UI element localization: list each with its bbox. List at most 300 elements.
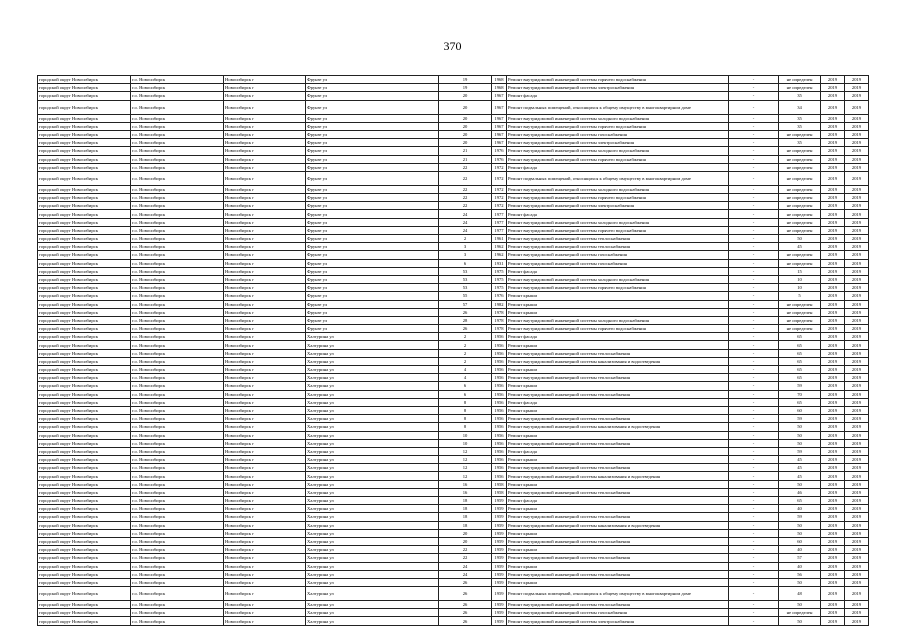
district-cell: г.о. Новосибирск <box>131 341 224 349</box>
page-number: 370 <box>443 39 462 53</box>
work-type-cell: Ремонт крыши <box>507 529 729 537</box>
year-built-cell: 1959 <box>492 497 507 505</box>
year-built-cell: 1982 <box>492 300 507 308</box>
year-start-cell: 2019 <box>821 300 845 308</box>
municipality-cell: городской округ Новосибирск <box>38 243 131 251</box>
house-number-cell: 20 <box>439 122 492 130</box>
city-cell: Новосибирск г <box>224 292 306 300</box>
house-number-cell: 53 <box>439 284 492 292</box>
district-cell: г.о. Новосибирск <box>131 349 224 357</box>
work-type-cell: Ремонт крыши <box>507 406 729 414</box>
dash-cell: - <box>729 464 779 472</box>
street-cell: Фрунзе ул <box>306 185 439 193</box>
work-type-cell: Ремонт фасада <box>507 398 729 406</box>
house-number-cell: 6 <box>439 382 492 390</box>
house-number-cell: 20 <box>439 92 492 100</box>
municipality-cell: городской округ Новосибирск <box>38 431 131 439</box>
year-start-cell: 2019 <box>821 374 845 382</box>
district-cell: г.о. Новосибирск <box>131 226 224 234</box>
work-type-cell: Ремонт крыши <box>507 480 729 488</box>
year-start-cell: 2019 <box>821 617 845 625</box>
district-cell: г.о. Новосибирск <box>131 275 224 283</box>
year-end-cell: 2019 <box>845 431 869 439</box>
year-end-cell: 2019 <box>845 423 869 431</box>
table-row <box>38 570 869 578</box>
table-row <box>38 529 869 537</box>
wear-cell: 40 <box>779 505 821 513</box>
city-cell: Новосибирск г <box>224 202 306 210</box>
city-cell: Новосибирск г <box>224 139 306 147</box>
street-cell: Халтурина ул <box>306 406 439 414</box>
dash-cell: - <box>729 456 779 464</box>
city-cell: Новосибирск г <box>224 570 306 578</box>
city-cell: Новосибирск г <box>224 76 306 84</box>
district-cell: г.о. Новосибирск <box>131 202 224 210</box>
street-cell: Фрунзе ул <box>306 122 439 130</box>
work-type-cell: Ремонт внутридомовой инженерной системы газоснабжения <box>507 259 729 267</box>
year-start-cell: 2019 <box>821 447 845 455</box>
year-start-cell: 2019 <box>821 423 845 431</box>
year-start-cell: 2019 <box>821 333 845 341</box>
municipality-cell: городской округ Новосибирск <box>38 114 131 122</box>
wear-cell: не определен <box>779 185 821 193</box>
work-type-cell: Ремонт внутридомовой инженерной системы горячего водоснабжения <box>507 284 729 292</box>
year-start-cell: 2019 <box>821 609 845 617</box>
wear-cell: 65 <box>779 349 821 357</box>
district-cell: г.о. Новосибирск <box>131 398 224 406</box>
municipality-cell: городской округ Новосибирск <box>38 439 131 447</box>
year-start-cell: 2019 <box>821 251 845 259</box>
city-cell: Новосибирск г <box>224 243 306 251</box>
street-cell: Халтурина ул <box>306 488 439 496</box>
table-row <box>38 537 869 545</box>
municipality-cell: городской округ Новосибирск <box>38 415 131 423</box>
district-cell: г.о. Новосибирск <box>131 390 224 398</box>
table-row <box>38 243 869 251</box>
dash-cell: - <box>729 76 779 84</box>
house-number-cell: 22 <box>439 202 492 210</box>
year-start-cell: 2019 <box>821 284 845 292</box>
year-built-cell: 1931 <box>492 259 507 267</box>
year-end-cell: 2019 <box>845 554 869 562</box>
work-type-cell: Ремонт фасада <box>507 163 729 171</box>
dash-cell: - <box>729 259 779 267</box>
city-cell: Новосибирск г <box>224 447 306 455</box>
work-type-cell: Ремонт внутридомовой инженерной системы горячего водоснабжения <box>507 155 729 163</box>
house-number-cell: 26 <box>439 578 492 586</box>
city-cell: Новосибирск г <box>224 122 306 130</box>
house-number-cell: 26 <box>439 601 492 609</box>
dash-cell: - <box>729 546 779 554</box>
district-cell: г.о. Новосибирск <box>131 578 224 586</box>
year-end-cell: 2019 <box>845 513 869 521</box>
table-row <box>38 456 869 464</box>
house-number-cell: 26 <box>439 617 492 625</box>
street-cell: Халтурина ул <box>306 554 439 562</box>
work-type-cell: Ремонт крыши <box>507 456 729 464</box>
wear-cell: не определен <box>779 300 821 308</box>
year-start-cell: 2019 <box>821 92 845 100</box>
house-number-cell: 24 <box>439 218 492 226</box>
wear-cell: не определен <box>779 171 821 185</box>
year-end-cell: 2019 <box>845 251 869 259</box>
house-number-cell: 6 <box>439 390 492 398</box>
district-cell: г.о. Новосибирск <box>131 308 224 316</box>
dash-cell: - <box>729 357 779 365</box>
year-end-cell: 2019 <box>845 601 869 609</box>
wear-cell: 65 <box>779 366 821 374</box>
year-end-cell: 2019 <box>845 562 869 570</box>
table-row <box>38 100 869 114</box>
municipality-cell: городской округ Новосибирск <box>38 194 131 202</box>
wear-cell: 34 <box>779 100 821 114</box>
district-cell: г.о. Новосибирск <box>131 163 224 171</box>
year-end-cell: 2019 <box>845 292 869 300</box>
house-number-cell: 55 <box>439 292 492 300</box>
dash-cell: - <box>729 275 779 283</box>
street-cell: Фрунзе ул <box>306 292 439 300</box>
table-row <box>38 546 869 554</box>
work-type-cell: Ремонт внутридомовой инженерной системы теплоснабжения <box>507 415 729 423</box>
work-type-cell: Ремонт внутридомовой инженерной системы холодного водоснабжения <box>507 185 729 193</box>
work-type-cell: Ремонт внутридомовой инженерной системы теплоснабжения <box>507 488 729 496</box>
house-number-cell: 20 <box>439 114 492 122</box>
wear-cell: 40 <box>779 562 821 570</box>
house-number-cell: 19 <box>439 84 492 92</box>
wear-cell: 65 <box>779 357 821 365</box>
house-number-cell: 12 <box>439 456 492 464</box>
city-cell: Новосибирск г <box>224 415 306 423</box>
dash-cell: - <box>729 210 779 218</box>
year-end-cell: 2019 <box>845 390 869 398</box>
table-row <box>38 114 869 122</box>
table-row <box>38 488 869 496</box>
table-row <box>38 554 869 562</box>
municipality-cell: городской округ Новосибирск <box>38 497 131 505</box>
dash-cell: - <box>729 122 779 130</box>
table-row <box>38 447 869 455</box>
year-start-cell: 2019 <box>821 122 845 130</box>
year-start-cell: 2019 <box>821 341 845 349</box>
dash-cell: - <box>729 497 779 505</box>
year-start-cell: 2019 <box>821 185 845 193</box>
city-cell: Новосибирск г <box>224 366 306 374</box>
city-cell: Новосибирск г <box>224 194 306 202</box>
year-built-cell: 1972 <box>492 163 507 171</box>
work-type-cell: Ремонт внутридомовой инженерной системы горячего водоснабжения <box>507 76 729 84</box>
year-built-cell: 1956 <box>492 357 507 365</box>
street-cell: Халтурина ул <box>306 333 439 341</box>
city-cell: Новосибирск г <box>224 357 306 365</box>
work-type-cell: Ремонт внутридомовой инженерной системы электроснабжения <box>507 84 729 92</box>
year-start-cell: 2019 <box>821 76 845 84</box>
year-start-cell: 2019 <box>821 406 845 414</box>
street-cell: Халтурина ул <box>306 349 439 357</box>
year-start-cell: 2019 <box>821 439 845 447</box>
year-end-cell: 2019 <box>845 480 869 488</box>
district-cell: г.о. Новосибирск <box>131 92 224 100</box>
street-cell: Халтурина ул <box>306 374 439 382</box>
house-number-cell: 3 <box>439 251 492 259</box>
wear-cell: 59 <box>779 415 821 423</box>
municipality-cell: городской округ Новосибирск <box>38 423 131 431</box>
year-built-cell: 1956 <box>492 382 507 390</box>
year-built-cell: 1959 <box>492 570 507 578</box>
year-built-cell: 1967 <box>492 130 507 138</box>
street-cell: Халтурина ул <box>306 390 439 398</box>
district-cell: г.о. Новосибирск <box>131 235 224 243</box>
district-cell: г.о. Новосибирск <box>131 488 224 496</box>
table-row <box>38 163 869 171</box>
wear-cell: 59 <box>779 447 821 455</box>
street-cell: Халтурина ул <box>306 456 439 464</box>
table-row <box>38 122 869 130</box>
street-cell: Халтурина ул <box>306 431 439 439</box>
municipality-cell: городской округ Новосибирск <box>38 570 131 578</box>
year-start-cell: 2019 <box>821 308 845 316</box>
work-type-cell: Ремонт крыши <box>507 431 729 439</box>
work-type-cell: Ремонт внутридомовой инженерной системы теплоснабжения <box>507 537 729 545</box>
year-end-cell: 2019 <box>845 447 869 455</box>
district-cell: г.о. Новосибирск <box>131 447 224 455</box>
year-start-cell: 2019 <box>821 267 845 275</box>
city-cell: Новосибирск г <box>224 472 306 480</box>
year-end-cell: 2019 <box>845 171 869 185</box>
municipality-cell: городской округ Новосибирск <box>38 251 131 259</box>
year-end-cell: 2019 <box>845 130 869 138</box>
table-row <box>38 155 869 163</box>
city-cell: Новосибирск г <box>224 333 306 341</box>
street-cell: Фрунзе ул <box>306 210 439 218</box>
district-cell: г.о. Новосибирск <box>131 423 224 431</box>
year-built-cell: 1956 <box>492 341 507 349</box>
year-end-cell: 2019 <box>845 235 869 243</box>
wear-cell: не определен <box>779 202 821 210</box>
district-cell: г.о. Новосибирск <box>131 130 224 138</box>
city-cell: Новосибирск г <box>224 456 306 464</box>
year-start-cell: 2019 <box>821 431 845 439</box>
work-type-cell: Ремонт внутридомовой инженерной системы теплоснабжения <box>507 513 729 521</box>
table-row <box>38 259 869 267</box>
dash-cell: - <box>729 235 779 243</box>
work-type-cell: Ремонт крыши <box>507 308 729 316</box>
street-cell: Фрунзе ул <box>306 130 439 138</box>
street-cell: Фрунзе ул <box>306 284 439 292</box>
year-start-cell: 2019 <box>821 480 845 488</box>
wear-cell: 60 <box>779 406 821 414</box>
municipality-cell: городской округ Новосибирск <box>38 562 131 570</box>
year-start-cell: 2019 <box>821 505 845 513</box>
street-cell: Фрунзе ул <box>306 316 439 324</box>
dash-cell: - <box>729 251 779 259</box>
year-start-cell: 2019 <box>821 382 845 390</box>
year-built-cell: 1967 <box>492 92 507 100</box>
year-built-cell: 1962 <box>492 243 507 251</box>
street-cell: Халтурина ул <box>306 415 439 423</box>
table-row <box>38 194 869 202</box>
city-cell: Новосибирск г <box>224 513 306 521</box>
district-cell: г.о. Новосибирск <box>131 218 224 226</box>
district-cell: г.о. Новосибирск <box>131 357 224 365</box>
year-built-cell: 1959 <box>492 609 507 617</box>
street-cell: Халтурина ул <box>306 546 439 554</box>
municipality-cell: городской округ Новосибирск <box>38 554 131 562</box>
work-type-cell: Ремонт внутридомовой инженерной системы теплоснабжения <box>507 235 729 243</box>
wear-cell: 45 <box>779 464 821 472</box>
wear-cell: 35 <box>779 114 821 122</box>
dash-cell: - <box>729 194 779 202</box>
district-cell: г.о. Новосибирск <box>131 505 224 513</box>
wear-cell: 65 <box>779 398 821 406</box>
district-cell: г.о. Новосибирск <box>131 456 224 464</box>
street-cell: Халтурина ул <box>306 382 439 390</box>
house-number-cell: 26 <box>439 325 492 333</box>
municipality-cell: городской округ Новосибирск <box>38 171 131 185</box>
year-end-cell: 2019 <box>845 439 869 447</box>
table-row <box>38 185 869 193</box>
table-row <box>38 398 869 406</box>
work-type-cell: Ремонт подвальных помещений, относящихся к общему имуществу в многоквартирном доме <box>507 171 729 185</box>
year-start-cell: 2019 <box>821 147 845 155</box>
table-row <box>38 390 869 398</box>
year-end-cell: 2019 <box>845 529 869 537</box>
wear-cell: 70 <box>779 390 821 398</box>
year-end-cell: 2019 <box>845 76 869 84</box>
district-cell: г.о. Новосибирск <box>131 497 224 505</box>
street-cell: Фрунзе ул <box>306 243 439 251</box>
work-type-cell: Ремонт фасада <box>507 333 729 341</box>
year-built-cell: 1962 <box>492 251 507 259</box>
city-cell: Новосибирск г <box>224 374 306 382</box>
year-end-cell: 2019 <box>845 521 869 529</box>
house-number-cell: 22 <box>439 171 492 185</box>
city-cell: Новосибирск г <box>224 617 306 625</box>
year-built-cell: 1967 <box>492 100 507 114</box>
year-start-cell: 2019 <box>821 357 845 365</box>
district-cell: г.о. Новосибирск <box>131 100 224 114</box>
city-cell: Новосибирск г <box>224 546 306 554</box>
year-built-cell: 1956 <box>492 374 507 382</box>
district-cell: г.о. Новосибирск <box>131 472 224 480</box>
work-type-cell: Ремонт внутридомовой инженерной системы холодного водоснабжения <box>507 275 729 283</box>
street-cell: Фрунзе ул <box>306 155 439 163</box>
dash-cell: - <box>729 537 779 545</box>
street-cell: Халтурина ул <box>306 587 439 601</box>
table-row <box>38 308 869 316</box>
year-built-cell: 1956 <box>492 464 507 472</box>
year-end-cell: 2019 <box>845 488 869 496</box>
city-cell: Новосибирск г <box>224 529 306 537</box>
table-row <box>38 92 869 100</box>
wear-cell: 46 <box>779 488 821 496</box>
house-number-cell: 8 <box>439 406 492 414</box>
city-cell: Новосибирск г <box>224 562 306 570</box>
year-start-cell: 2019 <box>821 259 845 267</box>
city-cell: Новосибирск г <box>224 488 306 496</box>
wear-cell: 65 <box>779 497 821 505</box>
street-cell: Фрунзе ул <box>306 308 439 316</box>
district-cell: г.о. Новосибирск <box>131 464 224 472</box>
work-type-cell: Ремонт внутридомовой инженерной системы канализования и водоотведения <box>507 423 729 431</box>
table-row <box>38 349 869 357</box>
year-built-cell: 1956 <box>492 456 507 464</box>
street-cell: Халтурина ул <box>306 480 439 488</box>
city-cell: Новосибирск г <box>224 275 306 283</box>
wear-cell: 65 <box>779 374 821 382</box>
district-cell: г.о. Новосибирск <box>131 267 224 275</box>
street-cell: Фрунзе ул <box>306 163 439 171</box>
work-type-cell: Ремонт внутридомовой инженерной системы горячего водоснабжения <box>507 325 729 333</box>
year-start-cell: 2019 <box>821 472 845 480</box>
house-number-cell: 12 <box>439 464 492 472</box>
municipality-cell: городской округ Новосибирск <box>38 147 131 155</box>
work-type-cell: Ремонт внутридомовой инженерной системы канализования и водоотведения <box>507 357 729 365</box>
street-cell: Халтурина ул <box>306 505 439 513</box>
wear-cell: 10 <box>779 284 821 292</box>
year-end-cell: 2019 <box>845 267 869 275</box>
year-end-cell: 2019 <box>845 202 869 210</box>
dash-cell: - <box>729 521 779 529</box>
district-cell: г.о. Новосибирск <box>131 251 224 259</box>
year-built-cell: 1956 <box>492 423 507 431</box>
year-built-cell: 1956 <box>492 406 507 414</box>
city-cell: Новосибирск г <box>224 423 306 431</box>
work-type-cell: Ремонт внутридомовой инженерной системы канализования и водоотведения <box>507 472 729 480</box>
work-type-cell: Ремонт внутридомовой инженерной системы газоснабжения <box>507 609 729 617</box>
street-cell: Фрунзе ул <box>306 171 439 185</box>
dash-cell: - <box>729 513 779 521</box>
year-built-cell: 1975 <box>492 275 507 283</box>
district-cell: г.о. Новосибирск <box>131 617 224 625</box>
table-row <box>38 84 869 92</box>
street-cell: Халтурина ул <box>306 423 439 431</box>
city-cell: Новосибирск г <box>224 601 306 609</box>
district-cell: г.о. Новосибирск <box>131 587 224 601</box>
table-row <box>38 218 869 226</box>
work-type-cell: Ремонт внутридомовой инженерной системы горячего водоснабжения <box>507 122 729 130</box>
table-row <box>38 147 869 155</box>
dash-cell: - <box>729 578 779 586</box>
dash-cell: - <box>729 185 779 193</box>
year-built-cell: 1977 <box>492 226 507 234</box>
capital-repair-table <box>37 75 869 626</box>
street-cell: Халтурина ул <box>306 537 439 545</box>
district-cell: г.о. Новосибирск <box>131 601 224 609</box>
municipality-cell: городской округ Новосибирск <box>38 472 131 480</box>
wear-cell: 40 <box>779 546 821 554</box>
dash-cell: - <box>729 333 779 341</box>
wear-cell: не определен <box>779 316 821 324</box>
street-cell: Фрунзе ул <box>306 100 439 114</box>
year-end-cell: 2019 <box>845 243 869 251</box>
dash-cell: - <box>729 325 779 333</box>
municipality-cell: городской округ Новосибирск <box>38 398 131 406</box>
wear-cell: 50 <box>779 423 821 431</box>
table-row <box>38 316 869 324</box>
house-number-cell: 21 <box>439 155 492 163</box>
municipality-cell: городской округ Новосибирск <box>38 349 131 357</box>
street-cell: Фрунзе ул <box>306 218 439 226</box>
dash-cell: - <box>729 505 779 513</box>
dash-cell: - <box>729 226 779 234</box>
year-end-cell: 2019 <box>845 472 869 480</box>
municipality-cell: городской округ Новосибирск <box>38 267 131 275</box>
year-start-cell: 2019 <box>821 202 845 210</box>
work-type-cell: Ремонт крыши <box>507 578 729 586</box>
municipality-cell: городской округ Новосибирск <box>38 202 131 210</box>
wear-cell: 50 <box>779 529 821 537</box>
year-end-cell: 2019 <box>845 456 869 464</box>
